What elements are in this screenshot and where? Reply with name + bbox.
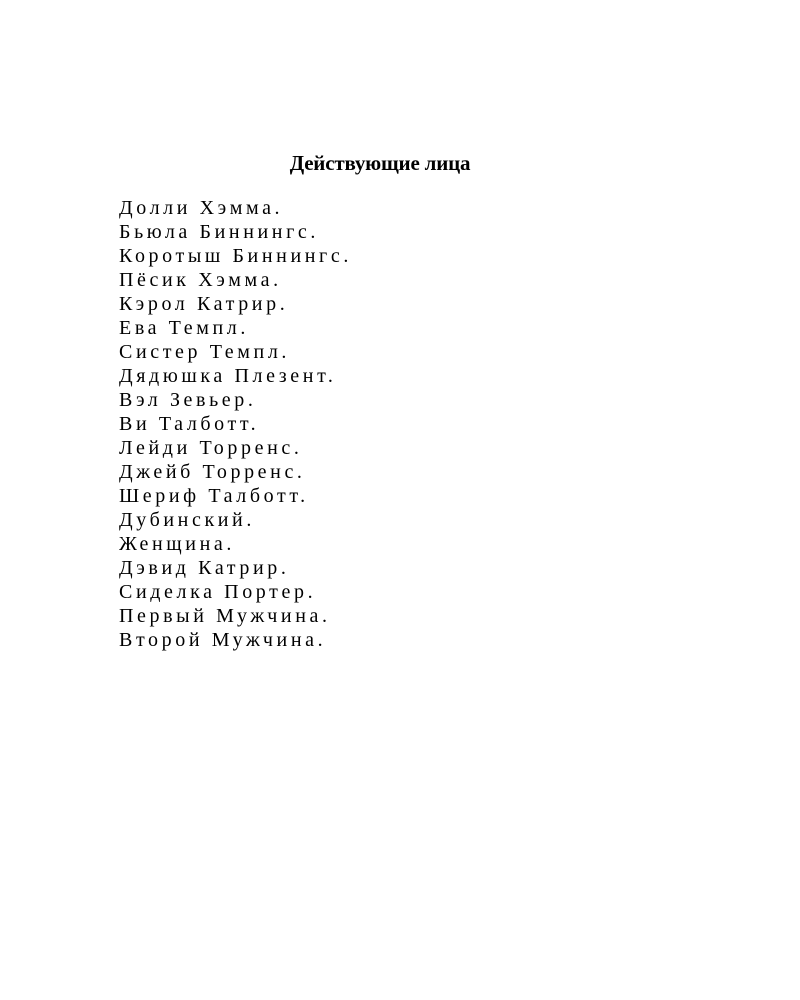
cast-list-item: Шериф Талботт. [119, 485, 309, 507]
cast-list-item: Сиделка Портер. [119, 581, 317, 603]
cast-list-item: Первый Мужчина. [119, 605, 331, 627]
cast-list [119, 196, 352, 652]
cast-list-item: Пёсик Хэмма. [119, 269, 282, 291]
cast-list-item: Кэрол Катрир. [119, 293, 289, 315]
cast-list-item: Дэвид Катрир. [119, 557, 290, 579]
cast-list-item: Джейб Торренс. [119, 461, 306, 483]
cast-list-item: Второй Мужчина. [119, 629, 327, 651]
cast-list-item: Дубинский. [119, 509, 255, 531]
cast-list-item: Долли Хэмма. [119, 197, 284, 219]
page-title: Действующие лица [289, 151, 471, 175]
cast-list-item: Ева Темпл. [119, 317, 249, 339]
cast-list-item: Ви Талботт. [119, 413, 260, 435]
cast-list-item: Бьюла Биннингс. [119, 221, 319, 243]
cast-list-item: Дядюшка Плезент. [119, 365, 337, 387]
cast-list-item: Лейди Торренс. [119, 437, 303, 459]
cast-list-item: Женщина. [119, 533, 235, 555]
cast-list-item: Коротыш Биннингс. [119, 245, 352, 267]
cast-list-item: Систер Темпл. [119, 341, 291, 363]
cast-list-item: Вэл Зевьер. [119, 389, 257, 411]
